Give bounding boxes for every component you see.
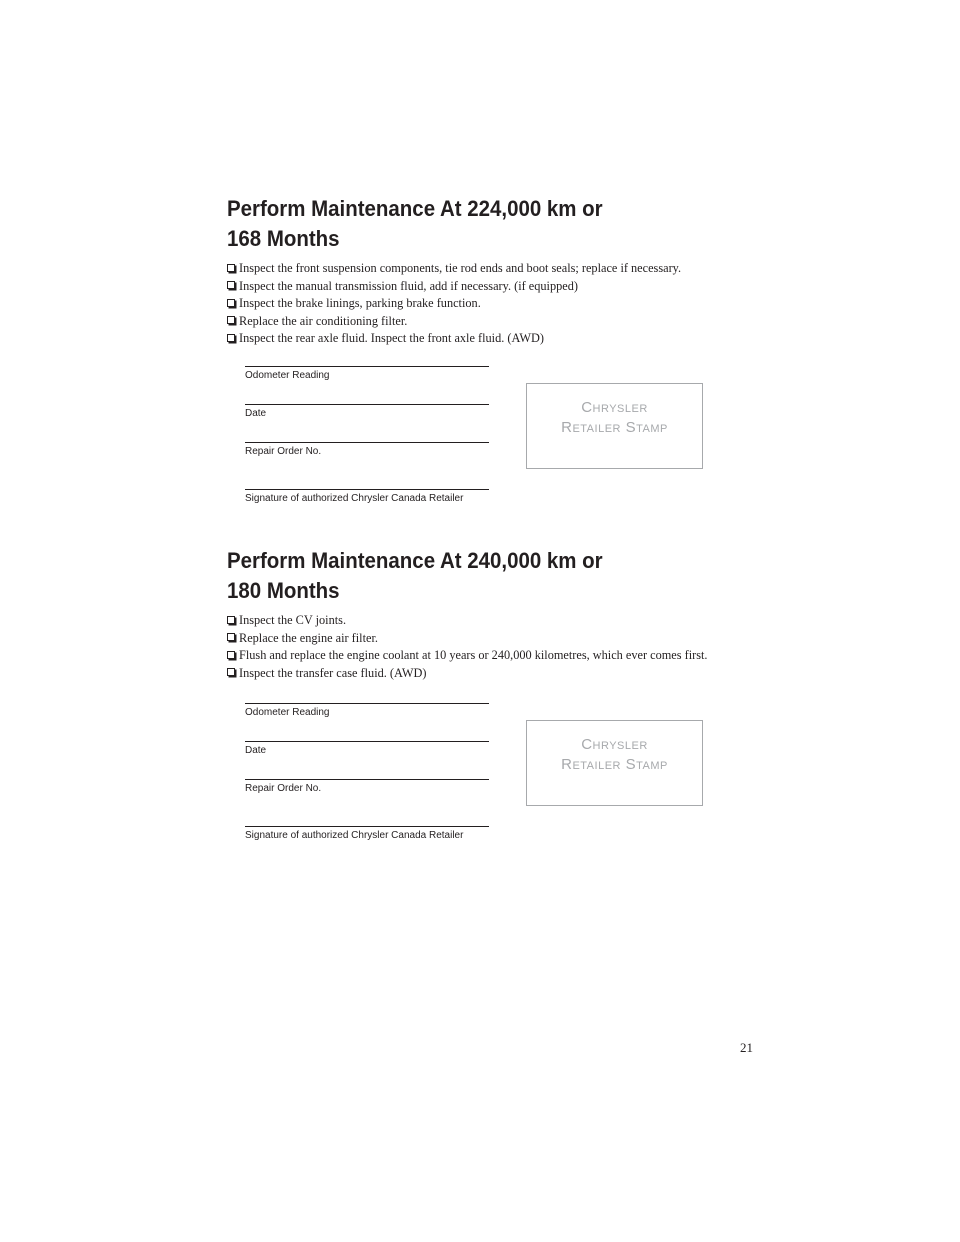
task-list [227, 260, 747, 348]
section-title-line1: Perform Maintenance At 224,000 km or [227, 196, 603, 221]
checkbox-icon [227, 299, 235, 307]
section-title-line1: Perform Maintenance At 240,000 km or [227, 548, 603, 573]
task-item [227, 278, 747, 296]
task-text: Inspect the brake linings, parking brake function. [239, 296, 481, 310]
task-list [227, 612, 747, 682]
field-label: Signature of authorized Chrysler Canada Retailer [245, 830, 464, 841]
stamp-line1: Chrysler [581, 399, 648, 416]
section-title [227, 194, 711, 254]
task-text: Inspect the rear axle fluid. Inspect the front axle fluid. (AWD) [239, 331, 544, 345]
checkbox-icon [227, 633, 235, 641]
checkbox-icon [227, 281, 235, 289]
checkbox-icon [227, 316, 235, 324]
retailer-signature-field [245, 826, 489, 842]
repair-order-field [245, 442, 489, 458]
task-text: Inspect the front suspension components, tie rod ends and boot seals; replace if necessary. [239, 261, 682, 275]
checkbox-icon [227, 264, 235, 272]
task-text: Inspect the transfer case fluid. (AWD) [239, 665, 427, 680]
task-text: Replace the air conditioning filter. [239, 313, 408, 328]
maintenance-section-240000 [227, 546, 747, 682]
stamp-line1: Chrysler [581, 736, 648, 753]
task-item [227, 665, 747, 683]
retailer-signature-field [245, 489, 489, 505]
date-field [245, 741, 489, 757]
section-title [227, 546, 711, 606]
task-item [227, 630, 747, 648]
checkbox-icon [227, 668, 235, 676]
task-item [227, 313, 747, 331]
task-item [227, 330, 747, 348]
checkbox-icon [227, 334, 235, 342]
retailer-stamp-box [526, 383, 703, 469]
date-field [245, 404, 489, 420]
task-text: Inspect the CV joints. [239, 613, 347, 627]
task-item [227, 612, 747, 630]
field-label: Odometer Reading [245, 370, 330, 381]
task-text: Replace the engine air filter. [239, 630, 378, 645]
checkbox-icon [227, 616, 235, 624]
odometer-reading-field [245, 703, 489, 719]
field-label: Signature of authorized Chrysler Canada Retailer [245, 493, 464, 504]
task-text: Flush and replace the engine coolant at 10 years or 240,000 kilometres, which ever comes first. [239, 648, 708, 662]
section-title-line2: 168 Months [227, 226, 340, 251]
stamp-line2: Retailer Stamp [561, 419, 668, 436]
field-label: Date [245, 745, 267, 756]
field-label: Date [245, 408, 267, 419]
task-item [227, 260, 747, 278]
checkbox-icon [227, 651, 235, 659]
maintenance-section-224000 [227, 194, 747, 348]
task-item [227, 295, 747, 313]
odometer-reading-field [245, 366, 489, 382]
task-text: Inspect the manual transmission fluid, add if necessary. (if equipped) [239, 278, 578, 293]
stamp-line2: Retailer Stamp [561, 756, 668, 773]
field-label: Odometer Reading [245, 707, 330, 718]
field-label: Repair Order No. [245, 446, 322, 457]
repair-order-field [245, 779, 489, 795]
page-number: 21 [740, 1040, 753, 1055]
task-item [227, 647, 747, 665]
retailer-stamp-box [526, 720, 703, 806]
section-title-line2: 180 Months [227, 578, 340, 603]
field-label: Repair Order No. [245, 783, 322, 794]
